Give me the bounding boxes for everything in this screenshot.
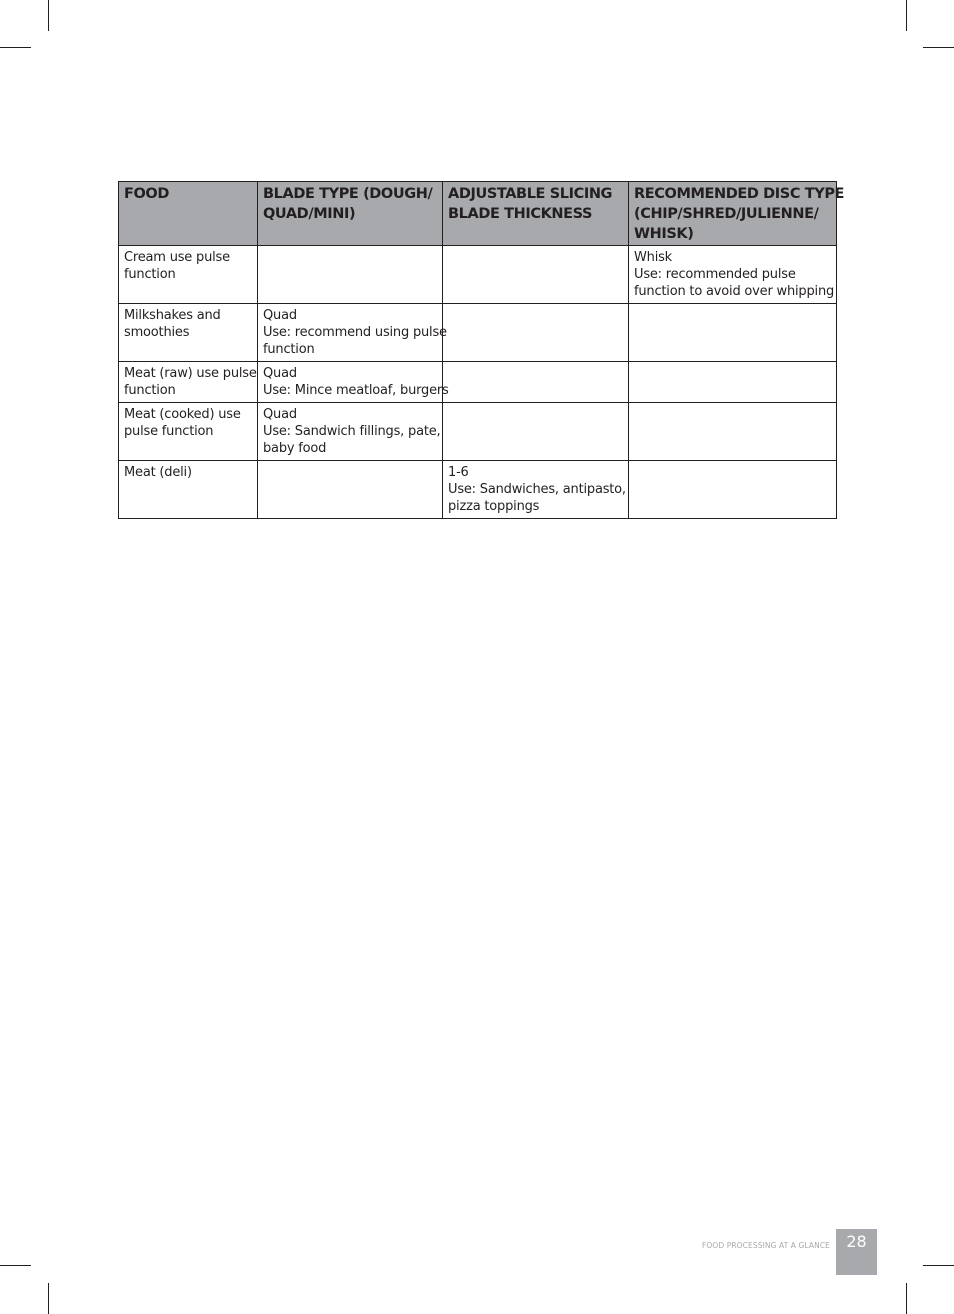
table-row — [119, 304, 837, 362]
table-cell-blade — [258, 246, 443, 304]
table-row — [119, 362, 837, 403]
cell-line: QUAD/MINI) — [263, 206, 356, 222]
cell-line: Use: Sandwich fillings, pate, — [263, 424, 441, 439]
header-blade-type — [258, 182, 443, 246]
cell-line: (CHIP/SHRED/JULIENNE/ — [634, 206, 819, 222]
table-row — [119, 403, 837, 461]
table-cell-food — [119, 461, 258, 519]
cell-line: Use: Sandwiches, antipasto, — [448, 482, 626, 497]
food-processing-table — [118, 181, 845, 519]
crop-mark-bottom-right-horizontal — [923, 1265, 954, 1266]
table-cell-slicing — [443, 461, 629, 519]
table-cell-food — [119, 246, 258, 304]
table-header-row — [119, 182, 837, 246]
header-slicing-thickness — [443, 182, 629, 246]
table-cell-disc — [629, 461, 837, 519]
cell-line: Quad — [263, 407, 297, 422]
cell-line: ADJUSTABLE SLICING — [448, 186, 613, 202]
table-cell-slicing — [443, 246, 629, 304]
cell-line: pizza toppings — [448, 499, 540, 514]
page-number: 28 — [836, 1229, 877, 1275]
crop-mark-bottom-left-horizontal — [0, 1265, 31, 1266]
header-disc-type — [629, 182, 845, 246]
cell-line: RECOMMENDED DISC TYPE — [634, 186, 845, 202]
table-cell-blade — [258, 304, 447, 362]
cell-line: function — [263, 342, 315, 357]
crop-mark-top-left-vertical — [48, 0, 49, 31]
cell-line: Quad — [263, 308, 297, 323]
cell-line: Meat (raw) use pulse — [124, 366, 257, 381]
cell-line: Milkshakes and — [124, 308, 221, 323]
cell-line: Use: recommend using pulse — [263, 325, 447, 340]
cell-line: function — [124, 383, 176, 398]
cell-line: function to avoid over whipping — [634, 284, 835, 299]
cell-line: pulse function — [124, 424, 214, 439]
cell-line: baby food — [263, 441, 327, 456]
table-row — [119, 461, 837, 519]
table-cell-slicing — [443, 304, 629, 362]
table-cell-disc — [629, 403, 837, 461]
cell-line: smoothies — [124, 325, 190, 340]
cell-line: Meat (deli) — [124, 465, 192, 480]
cell-line: Meat (cooked) use — [124, 407, 241, 422]
table-cell-slicing — [443, 403, 629, 461]
cell-line: BLADE TYPE (DOUGH/ — [263, 186, 433, 202]
table-row — [119, 246, 837, 304]
crop-mark-bottom-left-vertical — [48, 1283, 49, 1314]
cell-line: Whisk — [634, 250, 673, 265]
table-cell-blade — [258, 403, 443, 461]
table-cell-disc — [629, 304, 837, 362]
cell-line: WHISK) — [634, 226, 694, 242]
footer-section-label: FOOD PROCESSING AT A GLANCE — [701, 1241, 830, 1250]
cell-line: BLADE THICKNESS — [448, 206, 593, 222]
table-cell-food — [119, 403, 258, 461]
crop-mark-top-right-horizontal — [923, 47, 954, 48]
table-cell-disc — [629, 362, 837, 403]
cell-line: function — [124, 267, 176, 282]
table-cell-blade — [258, 461, 443, 519]
table-cell-blade — [258, 362, 449, 403]
cell-line: 1-6 — [448, 465, 469, 480]
table-cell-food — [119, 304, 258, 362]
crop-mark-top-left-horizontal — [0, 47, 31, 48]
crop-mark-top-right-vertical — [906, 0, 907, 31]
cell-line: Cream use pulse — [124, 250, 230, 265]
table-cell-slicing — [443, 362, 629, 403]
crop-mark-bottom-right-vertical — [906, 1283, 907, 1314]
cell-line: Quad — [263, 366, 297, 381]
cell-line: FOOD — [124, 186, 169, 202]
cell-line: Use: Mince meatloaf, burgers — [263, 383, 449, 398]
cell-line: Use: recommended pulse — [634, 267, 796, 282]
table-cell-food — [119, 362, 258, 403]
header-food — [119, 182, 258, 246]
table-cell-disc — [629, 246, 837, 304]
